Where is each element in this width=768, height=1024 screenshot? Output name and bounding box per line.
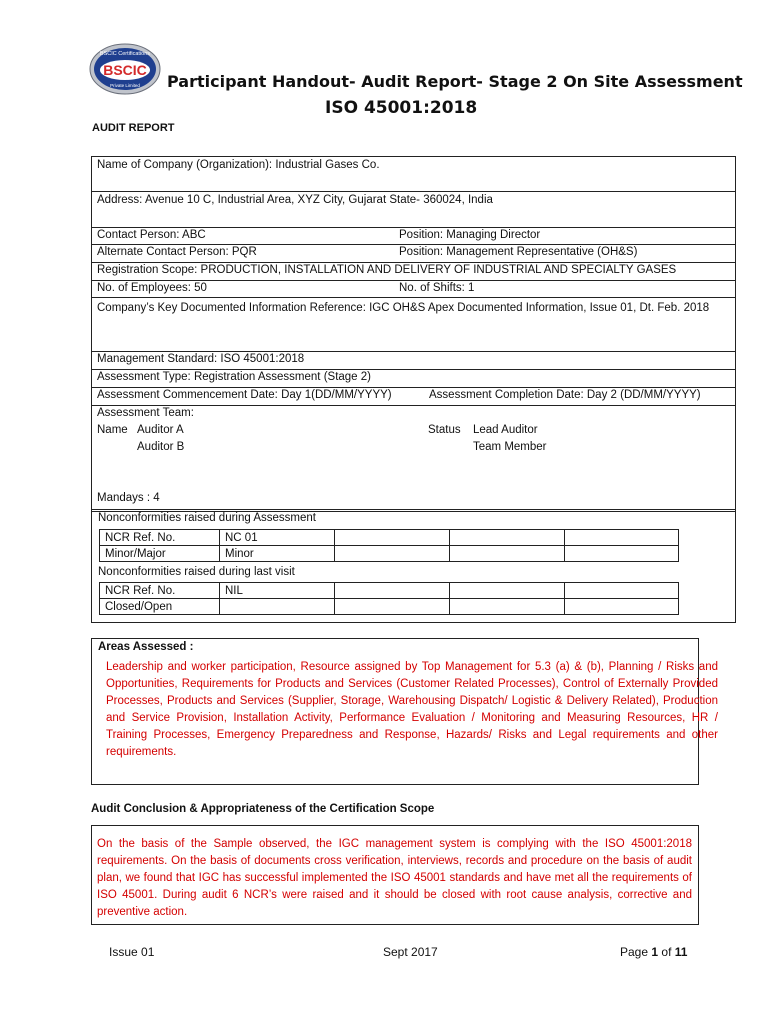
footer-date: Sept 2017	[383, 945, 438, 959]
shifts: No. of Shifts: 1	[399, 282, 475, 294]
auditor-a: Auditor A	[137, 424, 184, 436]
address: Address: Avenue 10 C, Industrial Area, XYZ City, Gujarat State- 360024, India	[97, 194, 493, 206]
management-standard: Management Standard: ISO 45001:2018	[97, 353, 305, 365]
areas-assessed-heading: Areas Assessed :	[98, 641, 194, 653]
auditor-b: Auditor B	[137, 441, 185, 453]
scope-row	[92, 263, 735, 281]
table-cell	[565, 530, 679, 546]
conclusion-heading: Audit Conclusion & Appropriateness of the Certification Scope	[91, 803, 435, 815]
completion-date: Assessment Completion Date: Day 2 (DD/MM/YYYY)	[429, 389, 701, 401]
logo-top-text: BSCIC Certifications	[99, 51, 151, 57]
alt-contact-row	[92, 245, 735, 263]
registration-scope: Registration Scope: PRODUCTION, INSTALLATION AND DELIVERY OF INDUSTRIAL AND SPECIALTY GASES	[97, 264, 677, 276]
section-label: AUDIT REPORT	[92, 122, 175, 134]
page-title: Participant Handout- Audit Report- Stage 2 On Site Assessment	[167, 72, 743, 91]
table-cell: NCR Ref. No.	[100, 583, 220, 599]
table-cell	[335, 546, 450, 562]
status-a: Lead Auditor	[473, 424, 538, 436]
table-cell	[450, 599, 565, 615]
assessment-type-row	[92, 370, 735, 388]
audit-report-table	[91, 156, 736, 510]
nc-last-visit-label: Nonconformities raised during last visit	[98, 566, 295, 578]
assessment-dates-row	[92, 388, 735, 406]
table-cell	[450, 546, 565, 562]
table-cell	[335, 530, 450, 546]
table-cell	[450, 583, 565, 599]
table-row	[100, 599, 679, 615]
table-cell	[220, 599, 335, 615]
employees-row	[92, 281, 735, 298]
contact-person: Contact Person: ABC	[97, 229, 206, 241]
team-label: Assessment Team:	[97, 407, 194, 419]
page-current: 1	[651, 945, 659, 959]
alt-contact-position: Position: Management Representative (OH&S)	[399, 246, 638, 258]
areas-assessed-text: Leadership and worker participation, Resource assigned by Top Management for 5.3 (a) & (b), Planning / Risks and Opportunities, Requirements for Products and Services (Customer Related Processes), Control of Externally Provided Processes, Products and Services (Supplier, Storage, Warehousing Dispatch/ Logistic & Delivery Related), Production and Service Provision, Installation Activity, Performance Evaluation / Monitoring and Measuring Resources, HR / Training Processes, Emergency Preparedness and Response, Hazards/ Risks and Legal requirements and other requirements.	[106, 661, 718, 758]
contact-row	[92, 228, 735, 245]
table-cell	[335, 583, 450, 599]
table-cell: Closed/Open	[100, 599, 220, 615]
table-cell	[565, 583, 679, 599]
address-row	[92, 192, 735, 228]
page-subtitle: ISO 45001:2018	[325, 98, 478, 118]
doc-ref-row	[92, 298, 735, 352]
mandays: Mandays : 4	[97, 492, 160, 504]
table-cell	[565, 546, 679, 562]
table-cell: NCR Ref. No.	[100, 530, 220, 546]
status-b: Team Member	[473, 441, 547, 453]
table-cell	[565, 599, 679, 615]
alt-contact-person: Alternate Contact Person: PQR	[97, 246, 257, 258]
table-cell	[335, 599, 450, 615]
areas-assessed-box	[91, 638, 718, 785]
conclusion-box	[91, 825, 699, 925]
bscic-logo	[89, 43, 161, 95]
logo-main-text: BSCIC	[103, 62, 147, 78]
nc-assessment-table	[99, 529, 679, 562]
company-row	[92, 157, 735, 192]
team-row	[92, 406, 735, 512]
footer-issue: Issue 01	[109, 945, 155, 959]
logo-bottom-text: Private Limited	[110, 83, 140, 88]
nc-last-visit-table	[99, 582, 679, 615]
footer-page-number	[620, 945, 687, 959]
assessment-type: Assessment Type: Registration Assessment (Stage 2)	[97, 371, 371, 383]
nonconformities-section	[91, 509, 736, 623]
table-cell: Minor	[220, 546, 335, 562]
table-row	[100, 546, 679, 562]
contact-position: Position: Managing Director	[399, 229, 541, 241]
table-cell	[450, 530, 565, 546]
page-of: of	[661, 945, 672, 959]
mgmt-standard-row	[92, 352, 735, 370]
name-label: Name	[97, 424, 128, 436]
employees: No. of Employees: 50	[97, 282, 207, 294]
table-cell: NIL	[220, 583, 335, 599]
table-cell: NC 01	[220, 530, 335, 546]
conclusion-text: On the basis of the Sample observed, the IGC management system is complying with the ISO 45001:2018 requirements. On the basis of documents cross verification, interviews, records and procedure on the basis of audit plan, we found that IGC has successful implemented the ISO 45001 standards and have met all the requirements of ISO 45001. During audit 6 NCR’s were raised and it should be closed with root cause analysis, corrective and preventive action.	[97, 838, 692, 918]
commencement-date: Assessment Commencement Date: Day 1(DD/MM/YYYY)	[97, 389, 392, 401]
documented-info-reference: Company’s Key Documented Information Reference: IGC OH&S Apex Documented Information, Issue 01, Dt. Feb. 2018	[97, 302, 710, 314]
table-cell: Minor/Major	[100, 546, 220, 562]
table-row	[100, 530, 679, 546]
page-total: 11	[674, 945, 688, 959]
table-row	[100, 583, 679, 599]
company-name: Name of Company (Organization): Industrial Gases Co.	[97, 159, 380, 171]
nc-assessment-label: Nonconformities raised during Assessment	[98, 512, 316, 524]
page-prefix: Page	[620, 945, 649, 959]
status-label: Status	[428, 424, 461, 436]
